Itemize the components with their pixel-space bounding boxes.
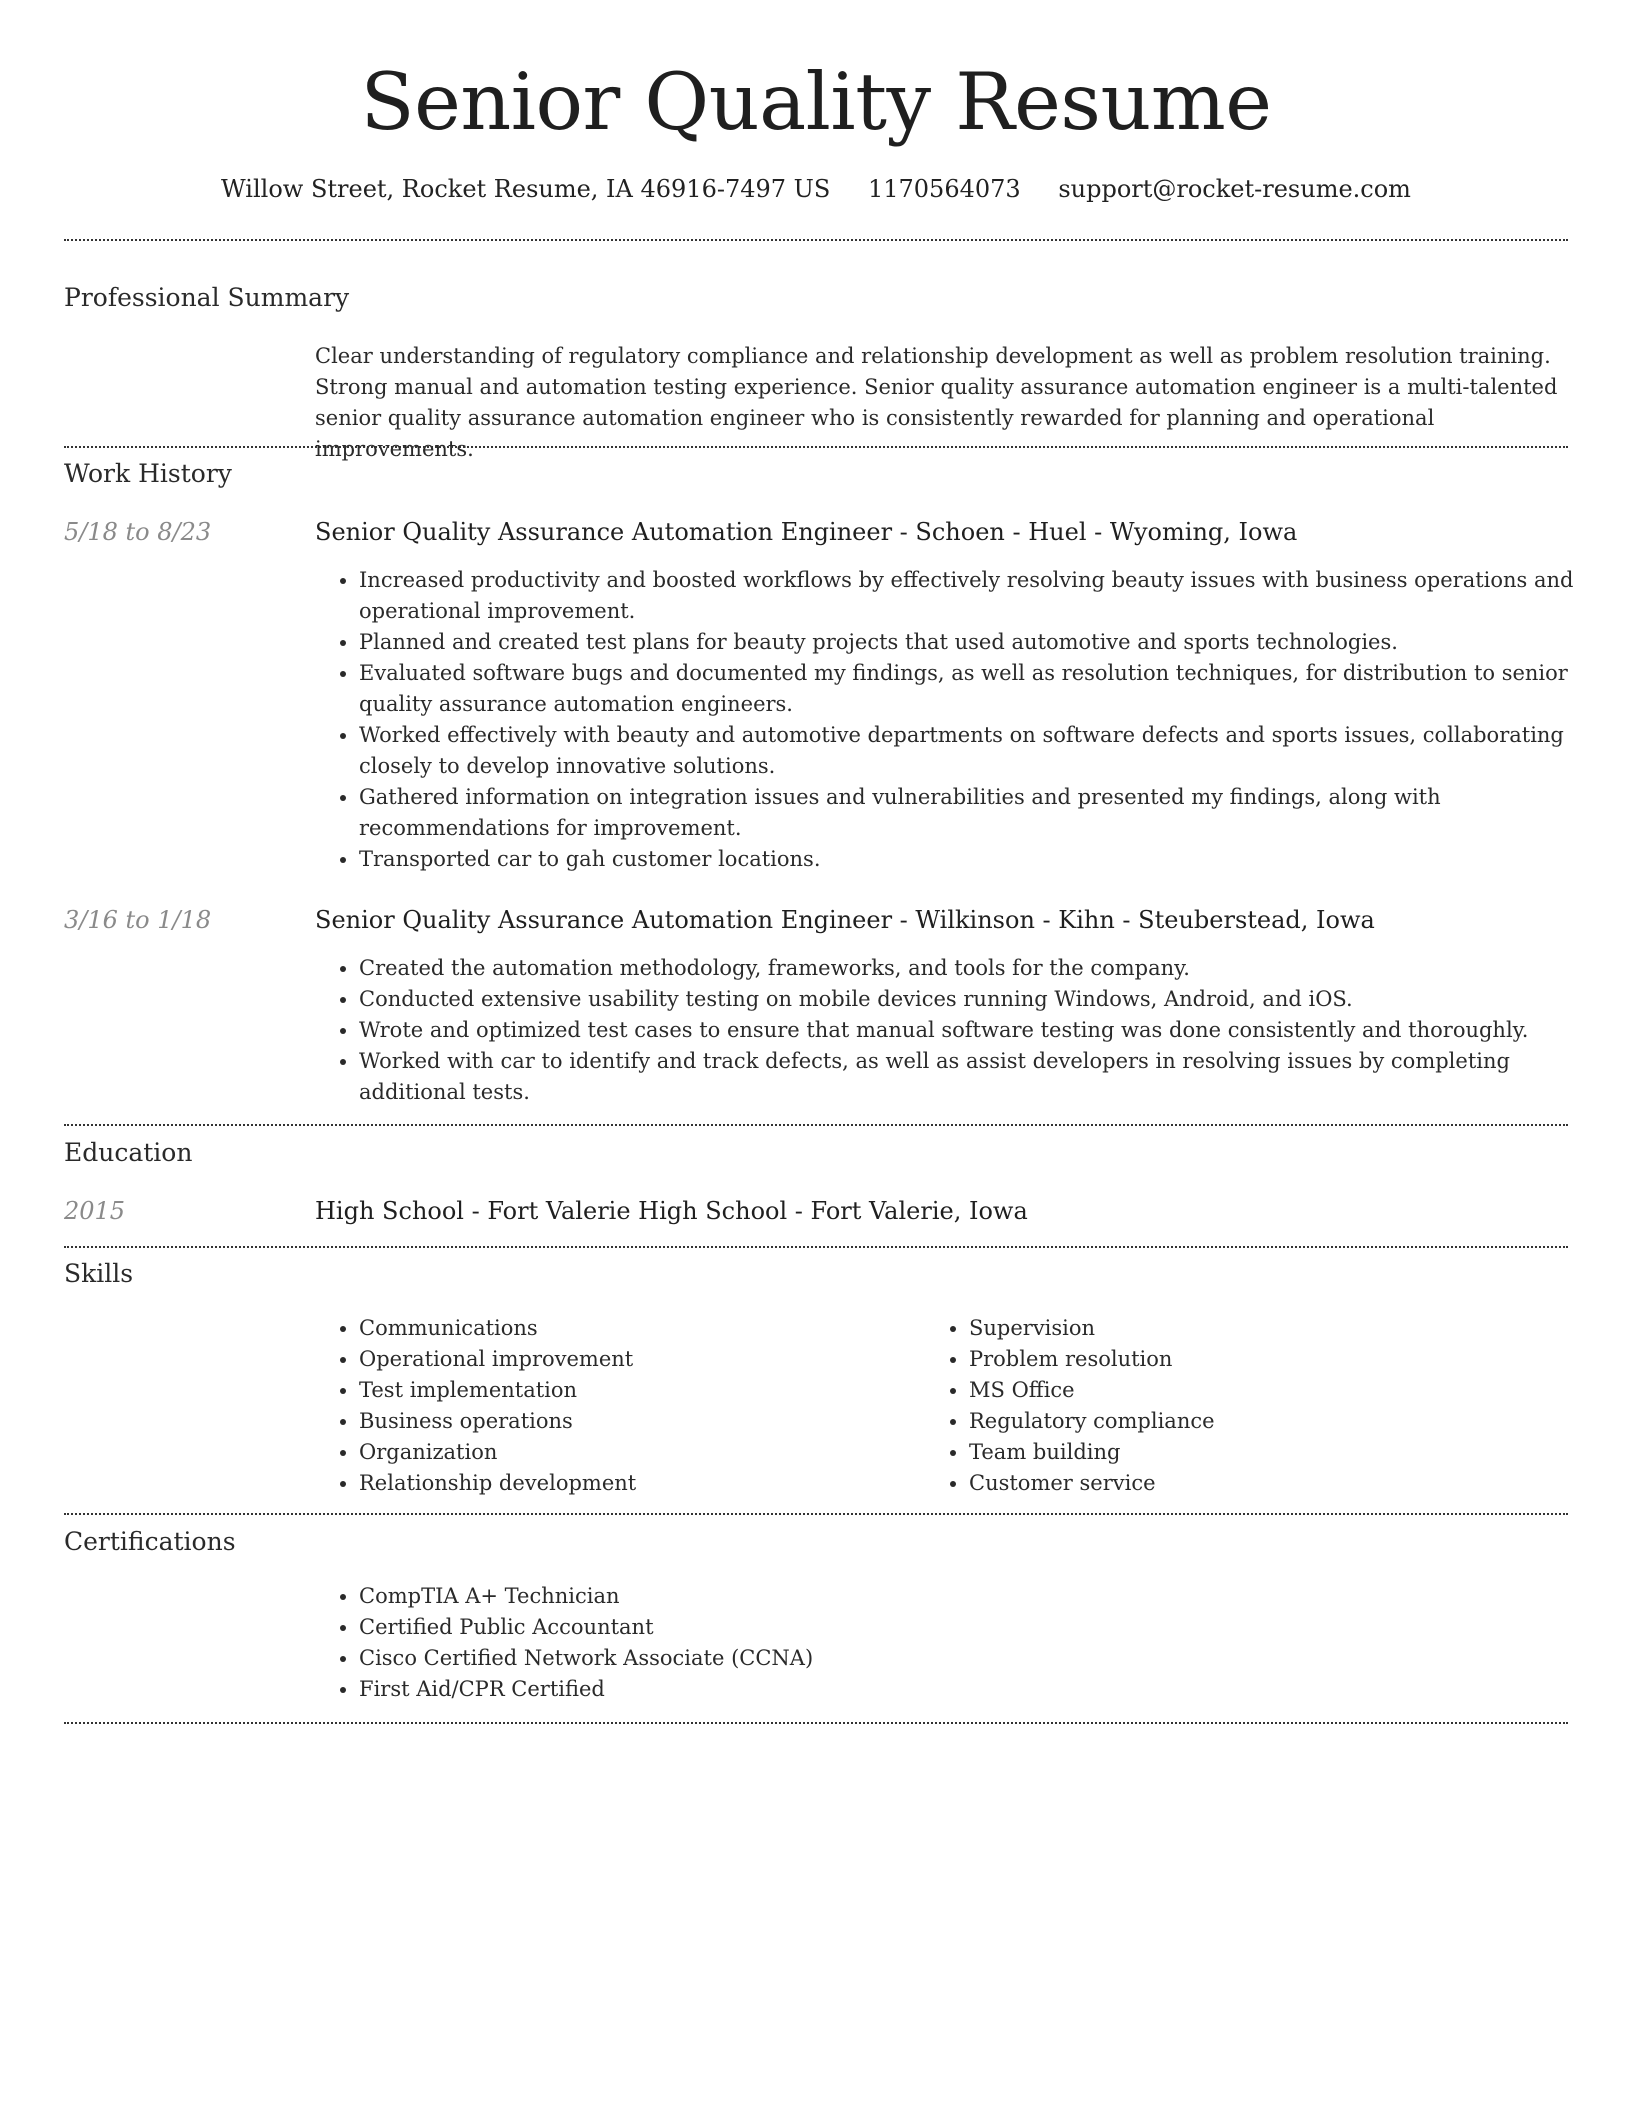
education-heading: Education: [64, 1138, 193, 1167]
work-history-heading: Work History: [64, 459, 232, 488]
list-item: • Business operations: [359, 1406, 919, 1437]
job-bullets: [315, 565, 1609, 875]
list-item: • Communications: [359, 1313, 919, 1344]
list-item: • Cisco Certified Network Associate (CCNA): [359, 1643, 1609, 1674]
skills-heading: Skills: [64, 1259, 134, 1288]
list-item: • Team building: [969, 1437, 1529, 1468]
certifications-list: [315, 1581, 1609, 1705]
list-item: • Gathered information on integration issues and vulnerabilities and presented my findings, along with recommendations for improvement.: [359, 782, 1609, 844]
summary-heading: Professional Summary: [64, 283, 350, 312]
list-item: • Regulatory compliance: [969, 1406, 1529, 1437]
address-text: Willow Street, Rocket Resume, IA 46916-7497 US: [221, 175, 831, 203]
list-item: • Worked effectively with beauty and automotive departments on software defects and sports issues, collaborating closely to develop innovative solutions.: [359, 720, 1609, 782]
list-item: • Supervision: [969, 1313, 1529, 1344]
job-title: Senior Quality Assurance Automation Engineer - Wilkinson - Kihn - Steuberstead, Iowa: [315, 906, 1375, 934]
job-dates: 3/16 to 1/18: [64, 906, 212, 934]
list-item: • Created the automation methodology, frameworks, and tools for the company.: [359, 953, 1609, 984]
list-item: • Transported car to gah customer locations.: [359, 844, 1609, 875]
contact-line: [0, 169, 1632, 209]
list-item: • Certified Public Accountant: [359, 1612, 1609, 1643]
list-item: • Test implementation: [359, 1375, 919, 1406]
list-item: • Planned and created test plans for beauty projects that used automotive and sports technologies.: [359, 627, 1609, 658]
list-item: • Worked with car to identify and track defects, as well as assist developers in resolving issues by completing additional tests.: [359, 1046, 1609, 1108]
education-entry: High School - Fort Valerie High School - Fort Valerie, Iowa: [315, 1197, 1028, 1225]
list-item: • Problem resolution: [969, 1344, 1529, 1375]
skills-list-right: [925, 1313, 1529, 1499]
list-item: • Customer service: [969, 1468, 1529, 1499]
list-item: • Wrote and optimized test cases to ensure that manual software testing was done consistently and thoroughly.: [359, 1015, 1609, 1046]
section-divider: [64, 239, 1568, 241]
list-item: • MS Office: [969, 1375, 1529, 1406]
section-divider: [64, 446, 1568, 448]
education-year: 2015: [64, 1197, 126, 1225]
list-item: • Relationship development: [359, 1468, 919, 1499]
job-bullets: [315, 953, 1609, 1108]
summary-text: Clear understanding of regulatory compliance and relationship development as well as problem resolution training. Strong manual and automation testing experience. Senior quality assurance automation engineer is a multi-talented senior quality assurance automation engineer who is consistently rewarded for planning and operational improvements.: [315, 344, 1558, 461]
phone-text: 1170564073: [867, 175, 1021, 203]
resume-name: Senior Quality Resume: [360, 56, 1272, 148]
list-item: • Increased productivity and boosted workflows by effectively resolving beauty issues with business operations and operational improvement.: [359, 565, 1609, 627]
list-item: • Organization: [359, 1437, 919, 1468]
job-title: Senior Quality Assurance Automation Engineer - Schoen - Huel - Wyoming, Iowa: [315, 518, 1298, 546]
job-dates: 5/18 to 8/23: [64, 518, 212, 546]
list-item: • Conducted extensive usability testing on mobile devices running Windows, Android, and iOS.: [359, 984, 1609, 1015]
section-divider: [64, 1124, 1568, 1126]
section-divider: [64, 1513, 1568, 1515]
skills-list-left: [315, 1313, 919, 1499]
list-item: • Operational improvement: [359, 1344, 919, 1375]
list-item: • CompTIA A+ Technician: [359, 1581, 1609, 1612]
section-divider: [64, 1246, 1568, 1248]
email-text: support@rocket-resume.com: [1058, 175, 1411, 203]
list-item: • First Aid/CPR Certified: [359, 1674, 1609, 1705]
list-item: • Evaluated software bugs and documented my findings, as well as resolution techniques, for distribution to senior quality assurance automation engineers.: [359, 658, 1609, 720]
section-divider: [64, 1722, 1568, 1724]
certifications-heading: Certifications: [64, 1527, 236, 1556]
